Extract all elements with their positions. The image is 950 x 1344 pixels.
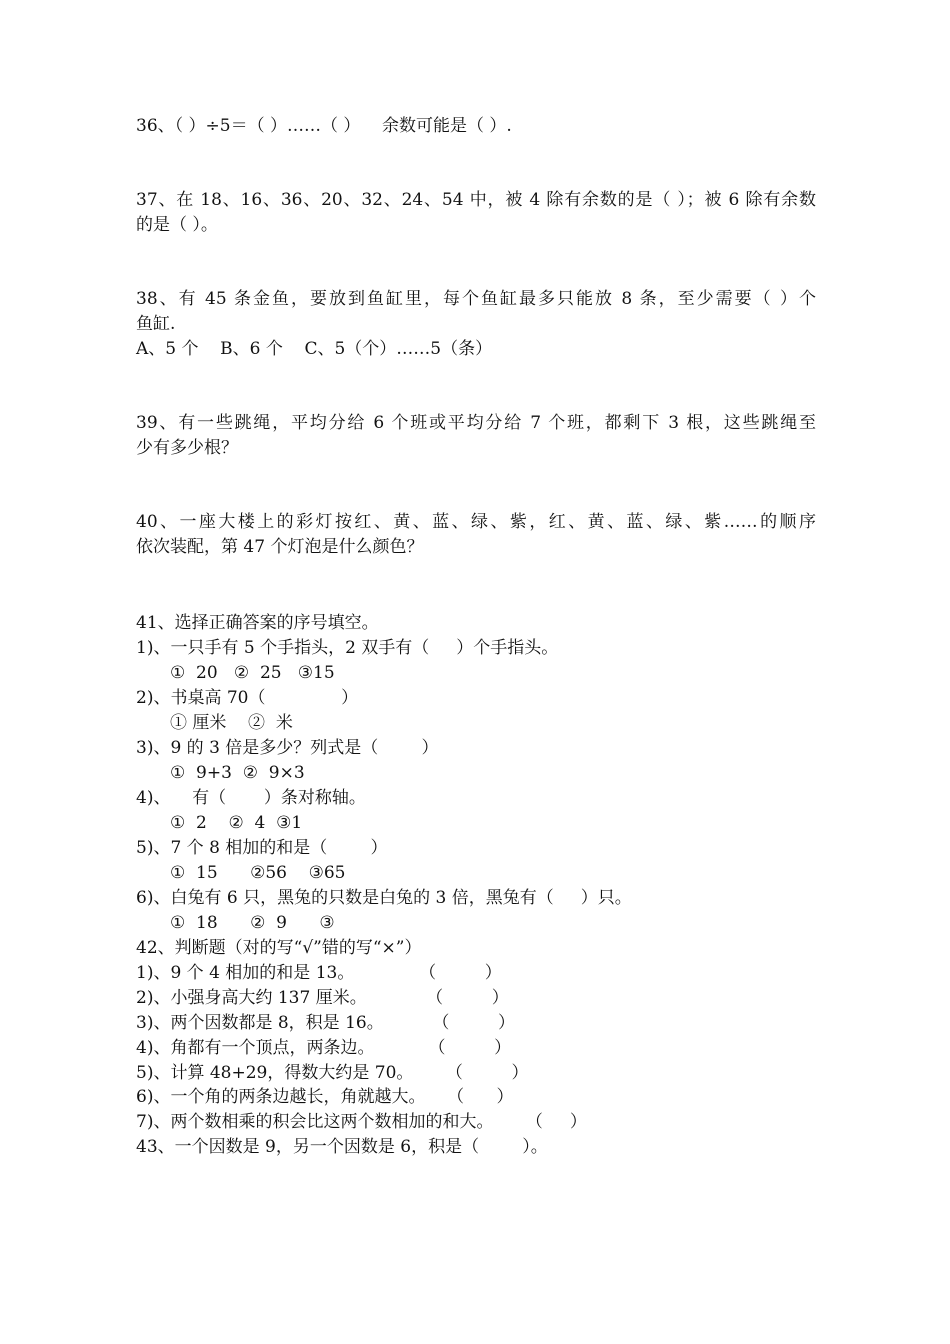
question-41-item-4-options: ① 2 ② 4 ③1 <box>170 813 303 833</box>
question-42-item-7: 7)、两个数相乘的积会比这两个数相加的和大。 （ ） <box>136 1112 587 1132</box>
question-38-line-2: 鱼缸. <box>136 314 176 334</box>
question-42-item-6: 6)、一个角的两条边越长，角就越大。 （ ） <box>136 1087 514 1107</box>
question-38-line-1: 38、有 45 条金鱼，要放到鱼缸里，每个鱼缸最多只能放 8 条，至少需要（ ）个 <box>136 289 816 309</box>
question-41-item-2: 2)、书桌高 70（ ） <box>136 688 359 708</box>
question-43: 43、一个因数是 9，另一个因数是 6，积是（ ）。 <box>136 1137 548 1157</box>
question-41-item-5-options: ① 15 ②56 ③65 <box>170 863 346 883</box>
question-41-item-4: 4)、 有（ ）条对称轴。 <box>136 788 366 808</box>
question-41-item-1-options: ① 20 ② 25 ③15 <box>170 663 335 683</box>
question-42-title: 42、判断题（对的写“√”错的写“×”） <box>136 938 422 958</box>
question-37-line-2: 的是（ ）。 <box>136 215 218 235</box>
question-41-item-1: 1)、一只手有 5 个手指头，2 双手有（ ）个手指头。 <box>136 638 559 658</box>
question-36: 36、（ ）÷5＝（ ）……（ ） 余数可能是（ ）. <box>136 116 512 136</box>
question-39-line-2: 少有多少根？ <box>136 438 238 458</box>
question-41-item-6-options: ① 18 ② 9 ③ <box>170 913 335 933</box>
question-37-line-1: 37、在 18、16、36、20、32、24、54 中，被 4 除有余数的是（ ）；被 6 除有余数 <box>136 190 816 210</box>
question-42-item-2: 2)、小强身高大约 137 厘米。 （ ） <box>136 988 509 1008</box>
question-41-item-3: 3)、9 的 3 倍是多少？列式是（ ） <box>136 738 439 758</box>
question-41-item-2-options: ① 厘米 ② 米 <box>170 713 293 733</box>
question-41-item-6: 6)、白兔有 6 只，黑兔的只数是白兔的 3 倍，黑兔有（ ）只。 <box>136 888 632 908</box>
question-42-item-5: 5)、计算 48+29，得数大约是 70。 （ ） <box>136 1063 529 1083</box>
question-41-item-3-options: ① 9+3 ② 9×3 <box>170 763 305 783</box>
question-42-item-1: 1)、9 个 4 相加的和是 13。 （ ） <box>136 963 502 983</box>
question-42-item-4: 4)、角都有一个顶点，两条边。 （ ） <box>136 1038 512 1058</box>
question-41-title: 41、选择正确答案的序号填空。 <box>136 613 379 633</box>
question-40-line-1: 40、一座大楼上的彩灯按红、黄、蓝、绿、紫，红、黄、蓝、绿、紫……的顺序 <box>136 512 816 532</box>
question-38-options: A、5 个 B、6 个 C、5（个）……5（条） <box>136 339 493 359</box>
question-40-line-2: 依次装配，第 47 个灯泡是什么颜色？ <box>136 537 424 557</box>
question-42-item-3: 3)、两个因数都是 8，积是 16。 （ ） <box>136 1013 515 1033</box>
question-39-line-1: 39、有一些跳绳，平均分给 6 个班或平均分给 7 个班，都剩下 3 根，这些跳绳至 <box>136 413 816 433</box>
question-41-item-5: 5)、7 个 8 相加的和是（ ） <box>136 838 388 858</box>
